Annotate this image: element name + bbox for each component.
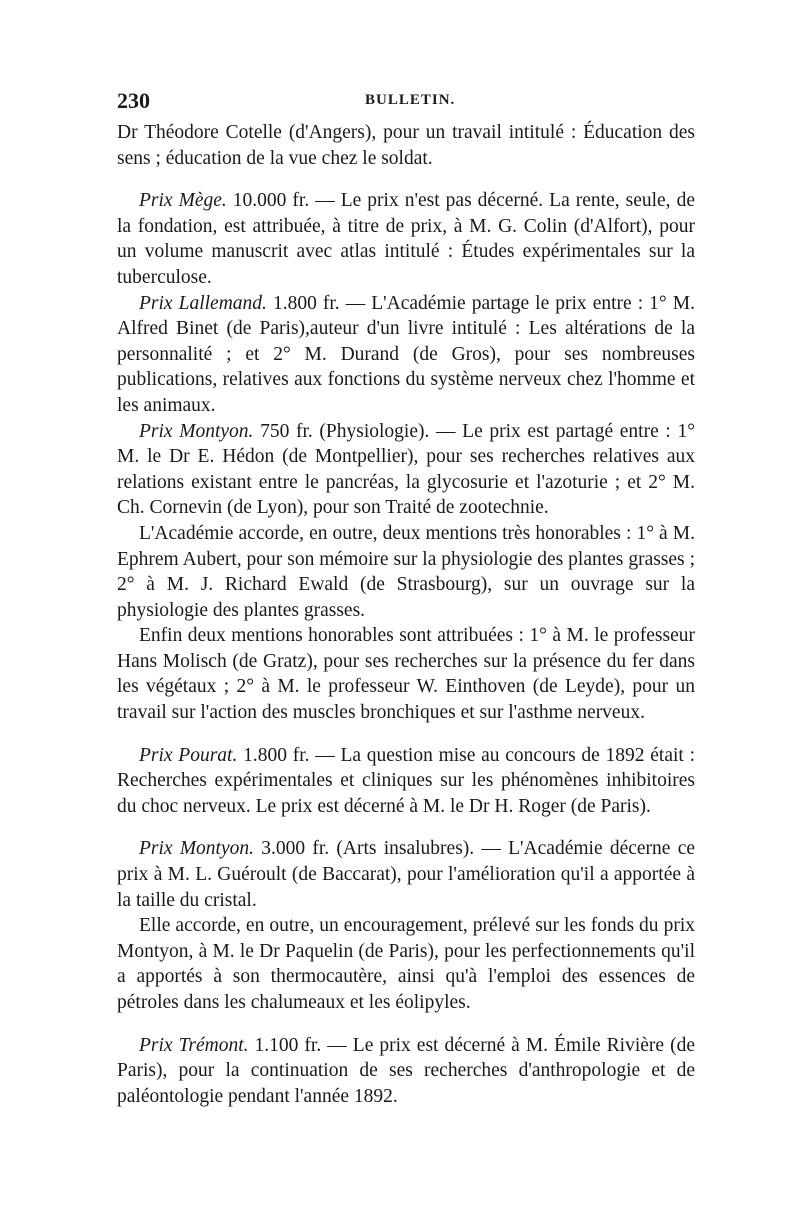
paragraph-cotelle [117, 120, 695, 171]
paragraph-text: 750 fr. (Physiologie). — Le prix est partagé entre : 1° M. le Dr E. Hédon (de Montpellier), pour ses recherches relatives aux relations existant entre le pancréas, la glycosurie et l'azoturie ; et 2° M. Ch. Cornevin (de Lyon), pour son Traité de zootechnie. [117, 420, 695, 519]
paragraph-text: L'Académie accorde, en outre, deux mentions très honorables : 1° à M. Ephrem Aubert, pour son mémoire sur la physiologie des plantes grasses ; 2° à M. J. Richard Ewald (de Strasbourg), sur un ouvrage sur la physiologie des plantes grasses. [117, 522, 695, 621]
page-number: 230 [117, 88, 150, 113]
running-title: BULLETIN. [365, 92, 456, 108]
paragraph-text: 1.100 fr. — Le prix est décerné à M. Émile Rivière (de Paris), pour la continuation de ses recherches d'anthropologie et de paléontologie pendant l'année 1892. [117, 1034, 695, 1107]
paragraph-encouragement [117, 913, 695, 1015]
paragraph-text: 10.000 fr. — Le prix n'est pas décerné. La rente, seule, de la fondation, est attribuée, à titre de prix, à M. G. Colin (d'Alfort), pour un volume manuscrit avec atlas intitulé : Études expérimentales sur la tuberculose. [117, 190, 695, 288]
prize-name: Prix Lallemand. [139, 292, 267, 314]
paragraph-mentions-additional [117, 623, 695, 725]
paragraph-prix-pourat [117, 743, 695, 820]
paragraph-prix-montyon-arts [117, 836, 695, 913]
paragraph-text: Dr Théodore Cotelle (d'Angers), pour un travail intitulé : Éducation des sens ; éducation de la vue chez le soldat. [117, 122, 695, 169]
paragraph-text: 1.800 fr. — La question mise au concours de 1892 était : Recherches expérimentales et cliniques sur les phénomènes inhibitoires du choc nerveux. Le prix est décerné à M. le Dr H. Roger (de Paris). [117, 744, 695, 817]
prize-name: Prix Montyon. [139, 420, 254, 442]
body-text [117, 120, 695, 1109]
paragraph-text: 3.000 fr. (Arts insalubres). — L'Académie décerne ce prix à M. L. Guéroult (de Baccarat), pour l'amélioration qu'il a apportée à la taille du cristal. [117, 838, 696, 911]
prize-name: Prix Trémont. [139, 1034, 249, 1056]
paragraph-prix-montyon-physiologie [117, 419, 695, 521]
paragraph-prix-lallemand [117, 291, 695, 419]
paragraph-prix-tremont [117, 1033, 695, 1110]
paragraph-text: Elle accorde, en outre, un encouragement, prélevé sur les fonds du prix Montyon, à M. le Dr Paquelin (de Paris), pour les perfectionnements qu'il a apportés à son thermocautère, ainsi qu'à l'emploi des essences de pétroles dans les chalumeaux et les éolipyles. [117, 915, 695, 1013]
prize-name: Prix Pourat. [139, 744, 238, 766]
paragraph-text: 1.800 fr. — L'Académie partage le prix entre : 1° M. Alfred Binet (de Paris),auteur d'un livre intitulé : Les altérations de la personnalité ; et 2° M. Durand (de Gros), pour ses nombreuses publications, relatives aux fonctions du système nerveux chez l'homme et les animaux. [117, 292, 695, 416]
paragraph-text: Enfin deux mentions honorables sont attribuées : 1° à M. le professeur Hans Molisch (de Gratz), pour ses recherches sur la présence du fer dans les végétaux ; 2° à M. le professeur W. Einthoven (de Leyde), pour un travail sur l'action des muscles bronchiques et sur l'asthme nerveux. [117, 625, 695, 724]
page-header [117, 88, 687, 116]
prize-name: Prix Montyon. [139, 838, 255, 860]
paragraph-prix-mege [117, 188, 695, 290]
prize-name: Prix Mège. [139, 190, 227, 212]
paragraph-mentions-honorables [117, 521, 695, 623]
